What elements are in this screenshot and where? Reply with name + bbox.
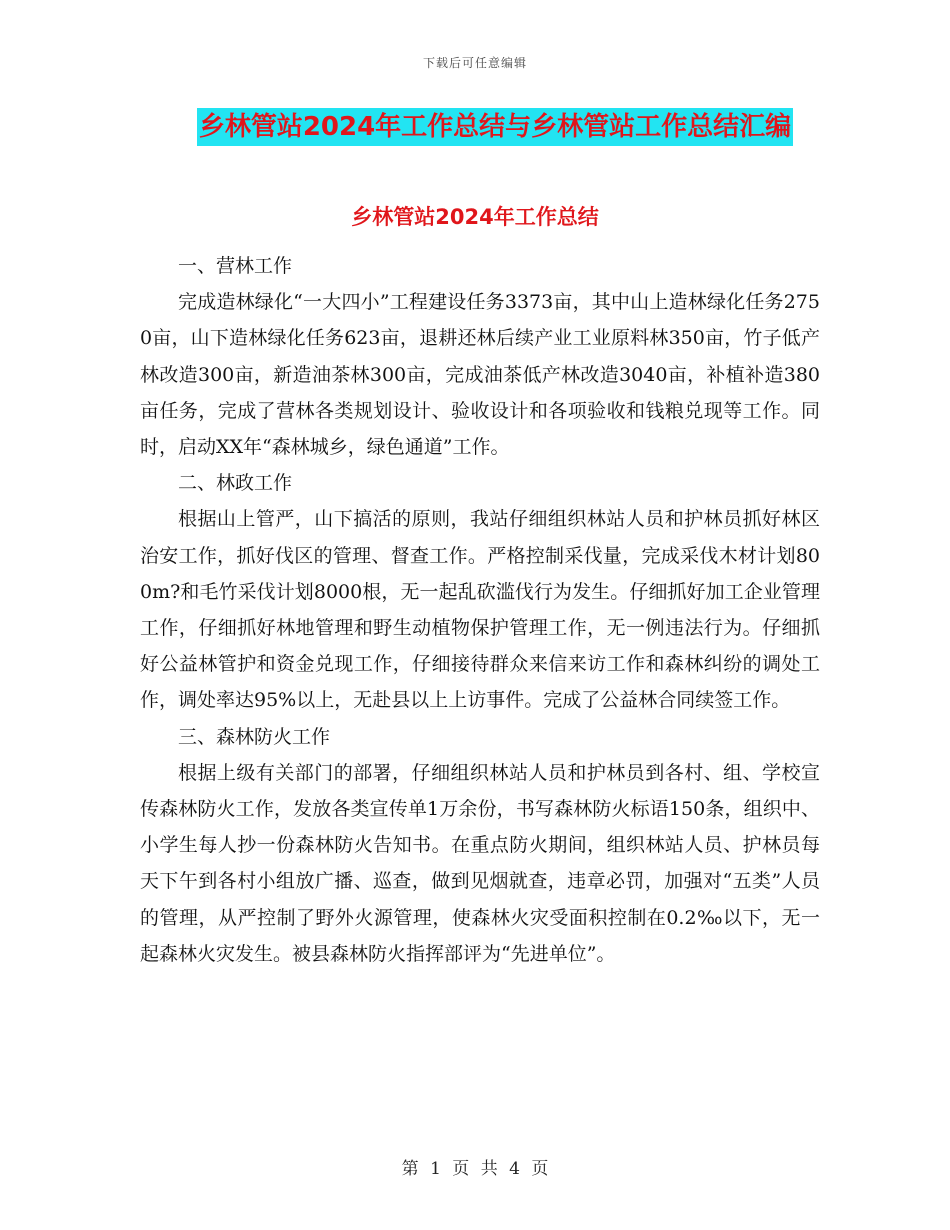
heading-forest-administration: 二、林政工作 <box>178 472 293 495</box>
document-title-container <box>0 108 950 146</box>
document-body <box>140 248 820 972</box>
document-title: 乡林管站2024年工作总结与乡林管站工作总结汇编 <box>197 108 793 146</box>
heading-fire-prevention: 三、森林防火工作 <box>178 725 331 748</box>
paragraph-afforestation: 完成造林绿化“一大四小”工程建设任务3373亩，其中山上造林绿化任务2750亩，山下造林绿化任务623亩，退耕还林后续产业工业原料林350亩，竹子低产林改造300亩，新造油茶林300亩，完成油茶低产林改造3040亩，补植补造380亩任务，完成了营林各类规划设计、验收设计和各项验收和钱粮兑现等工作。同时，启动XX年“森林城乡，绿色通道”工作。 <box>140 291 820 459</box>
page-number: 第 1 页 共 4 页 <box>401 1159 549 1179</box>
paragraph-forest-administration: 根据山上管严，山下搞活的原则，我站仔细组织林站人员和护林员抓好林区治安工作，抓好伐区的管理、督查工作。严格控制采伐量，完成采伐木材计划800m?和毛竹采伐计划8000根，无一起乱砍滥伐行为发生。仔细抓好加工企业管理工作，仔细抓好林地管理和野生动植物保护管理工作，无一例违法行为。仔细抓好公益林管护和资金兑现工作，仔细接待群众来信来访工作和森林纠纷的调处工作，调处率达95%以上，无赴县以上上访事件。完成了公益林合同续签工作。 <box>140 508 820 712</box>
paragraph-fire-prevention: 根据上级有关部门的部署，仔细组织林站人员和护林员到各村、组、学校宣传森林防火工作，发放各类宣传单1万余份，书写森林防火标语150条，组织中、小学生每人抄一份森林防火告知书。在重点防火期间，组织林站人员、护林员每天下午到各村小组放广播、巡查，做到见烟就查，违章必罚，加强对“五类”人员的管理，从严控制了野外火源管理，使森林火灾受面积控制在0.2‰以下，无一起森林火灾发生。被县森林防火指挥部评为“先进单位”。 <box>140 761 820 965</box>
section-title: 乡林管站2024年工作总结 <box>351 205 599 229</box>
page-header-note: 下载后可任意编辑 <box>422 56 527 70</box>
heading-afforestation: 一、营林工作 <box>178 255 293 277</box>
